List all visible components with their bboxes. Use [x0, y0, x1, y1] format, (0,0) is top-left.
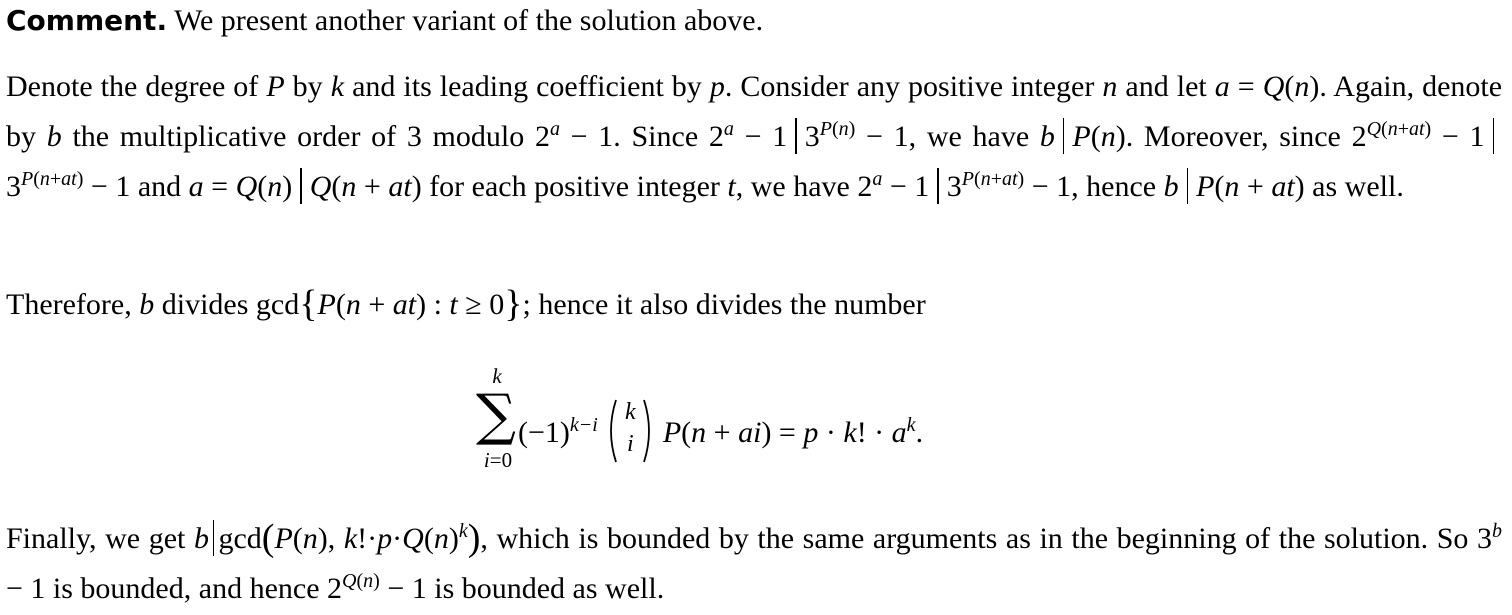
- comment-text: We present another variant of the solution above.: [174, 4, 764, 37]
- sigma-symbol: ∑: [476, 383, 516, 448]
- text-run: for each positive integer: [429, 170, 720, 203]
- math-p: P: [266, 70, 285, 103]
- text-run: . Moreover, since: [1125, 120, 1341, 153]
- binomial-coefficient: [607, 399, 653, 462]
- text-run: and its leading coefficient by: [352, 70, 702, 103]
- math-2a-minus-1: $2^a - 1$: [534, 118, 614, 153]
- math-2qn-minus-1: $2^{Q(n)} - 1$: [327, 570, 427, 605]
- text-run: divides: [161, 288, 249, 321]
- text-run: , we have: [735, 170, 850, 203]
- text-run: , hence: [1071, 170, 1157, 203]
- text-run: . Consider any positive integer: [724, 70, 1095, 103]
- equation-period: .: [915, 416, 924, 449]
- rhs-expression: P(n + ai) = p · k! · a: [662, 416, 907, 449]
- math-n: n: [1102, 70, 1118, 103]
- text-run: the multiplicative order of 3 modulo: [72, 120, 525, 153]
- math-b-divides-pnat: b P(n + at): [1163, 170, 1305, 203]
- math-a-def: a: [1214, 70, 1230, 103]
- comment-heading: Comment.: [6, 4, 168, 37]
- text-run: , which is bounded by the same arguments as in the beginning of the solution. So: [480, 522, 1469, 555]
- text-run: by: [292, 70, 323, 103]
- math-p-lower: p: [709, 70, 725, 103]
- math-3b-minus-1: $3^b - 1$: [6, 520, 1503, 605]
- math-gcd-set: gcd{P(n + at) : t ≥ 0}: [255, 283, 523, 325]
- text-run: and let: [1125, 70, 1207, 103]
- math-k: k: [330, 70, 345, 103]
- paragraph-therefore: [6, 280, 1502, 330]
- text-run: . Again, denote by: [6, 70, 1503, 153]
- text-run: is bounded, and hence: [52, 572, 320, 605]
- display-equation: [6, 362, 1502, 482]
- text-run: as well.: [1312, 170, 1404, 203]
- sum-upper-limit: k: [492, 364, 502, 388]
- math-divides-1: $2^a - 1$ $3^{P(n)} - 1$: [708, 118, 909, 153]
- sum-lower-limit: i=0: [483, 448, 513, 472]
- math-divides-2: $2^{Q(n+at)} - 13^{P(n+at)} - 1$: [6, 120, 1502, 203]
- math-b: b: [139, 288, 155, 321]
- text-run: is bounded as well.: [434, 572, 665, 605]
- text-run: ; hence it also divides the number: [522, 288, 926, 321]
- math-b-divides-gcd: b gcd(P(n), $k!\cdot p\cdot Q(n)^k$): [193, 517, 481, 559]
- rhs-exponent: k: [906, 414, 916, 436]
- math-b: b: [46, 120, 62, 153]
- sign-exponent: k−i: [569, 414, 598, 436]
- comment-paragraph: [6, 0, 1502, 46]
- paragraph-degree: Denote the degree of P by k and its leading coefficient by p. Consider any positive integer n and let a = Q(n). Again, denote by b the multiplicative order of 3 modulo $2^a - 1$. Since $2^a - 1$ $3^{P(n)} - 1$, we have b P(n). Moreover, since $2^{Q(n+at)} - 13^{P(n+at)} - 1$ and a = Q(n) Q(n + at) for each positive integer t, we have $2^a - 1$ $3^{P(n+at)} - 1$, hence b P(n + at) as well.: [6, 70, 1503, 203]
- summation: [474, 362, 520, 482]
- summand-expression: [518, 399, 924, 462]
- text-run: Denote the degree of: [6, 70, 259, 103]
- binom-top: k: [625, 399, 636, 425]
- text-run: . Since: [613, 120, 699, 153]
- sign-factor: (−1): [518, 416, 570, 449]
- math-b-divides-pn: b P(n): [1039, 120, 1126, 153]
- paragraph-finally: [6, 514, 1502, 614]
- binom-bottom: i: [627, 431, 634, 457]
- text-run: and: [137, 170, 182, 203]
- text-run: Finally, we get: [6, 522, 186, 555]
- text-run: Therefore,: [6, 288, 132, 321]
- text-run: , we have: [908, 120, 1030, 153]
- math-divides-3: $2^a - 1$ $3^{P(n+at)} - 1$: [857, 168, 1072, 203]
- math-t: t: [727, 170, 736, 203]
- math-a-divides: a = Q(n) Q(n + at): [188, 170, 422, 203]
